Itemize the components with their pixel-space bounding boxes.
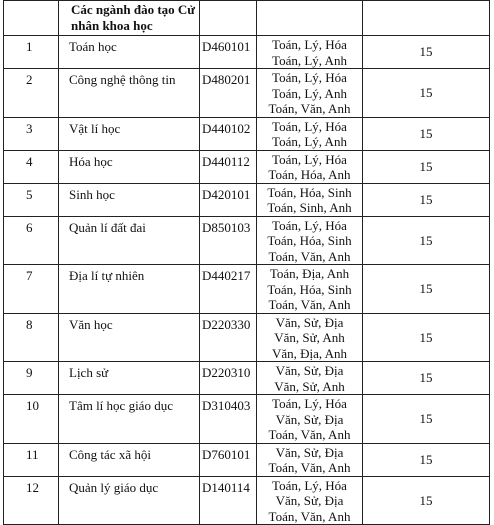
subject-combinations <box>257 443 363 476</box>
table-row <box>4 150 490 183</box>
table-row <box>4 117 490 150</box>
header-stt <box>4 1 59 36</box>
row-number: 10 <box>4 395 59 444</box>
subject-combination: Toán, Lý, Hóa <box>272 118 347 134</box>
major-code: D440102 <box>200 117 257 150</box>
subject-combination: Toán, Địa, Anh <box>269 266 350 281</box>
major-code: D220330 <box>200 313 257 362</box>
table-header-row <box>4 1 490 36</box>
subject-combination: Toán, Văn, Anh <box>268 101 351 116</box>
header-subjects <box>257 1 363 36</box>
subject-combination: Toán, Lý, Hóa <box>272 217 347 233</box>
row-number: 1 <box>4 36 59 69</box>
subject-combination: Văn, Sử, Địa <box>275 411 344 427</box>
subject-combinations <box>257 69 363 118</box>
subject-combination: Toán, Lý, Anh <box>272 52 347 68</box>
major-name: Tâm lí học giáo dục <box>59 395 200 444</box>
quota-value: 15 <box>363 216 490 265</box>
major-name: Vật lí học <box>59 117 200 150</box>
table-row <box>4 216 490 265</box>
subject-combination: Toán, Văn, Anh <box>268 297 351 312</box>
major-code: D220310 <box>200 362 257 395</box>
subject-combination: Toán, Hóa, Sinh <box>267 184 352 200</box>
row-number: 2 <box>4 69 59 118</box>
subject-combination: Toán, Lý, Hóa <box>272 477 347 493</box>
major-code: D460101 <box>200 36 257 69</box>
subject-combination: Toán, Hóa, Sinh <box>267 233 352 248</box>
subject-combination: Toán, Lý, Anh <box>272 85 347 101</box>
major-name: Lịch sử <box>59 362 200 395</box>
subject-combination: Toán, Văn, Anh <box>268 248 351 264</box>
subject-combination: Toán, Lý, Hóa <box>272 151 347 167</box>
row-number: 9 <box>4 362 59 395</box>
table-row <box>4 313 490 362</box>
table-row <box>4 69 490 118</box>
admission-table <box>3 0 490 525</box>
subject-combination: Văn, Địa, Anh <box>271 345 348 361</box>
table-row <box>4 476 490 525</box>
table-row <box>4 362 490 395</box>
subject-combination: Toán, Hóa, Sinh <box>267 281 352 297</box>
row-number: 5 <box>4 183 59 216</box>
table-row <box>4 265 490 314</box>
subject-combinations <box>257 395 363 444</box>
subject-combination: Văn, Sử, Địa <box>275 493 344 508</box>
major-name: Toán học <box>59 36 200 69</box>
quota-value: 15 <box>363 183 490 216</box>
subject-combination: Văn, Sử, Địa <box>275 314 344 330</box>
quota-value: 15 <box>363 117 490 150</box>
major-code: D140114 <box>200 476 257 525</box>
subject-combination: Văn, Sử, Anh <box>274 330 345 345</box>
subject-combination: Toán, Hóa, Anh <box>268 167 351 182</box>
subject-combination: Toán, Văn, Anh <box>268 427 351 442</box>
major-code: D850103 <box>200 216 257 265</box>
quota-value: 15 <box>363 443 490 476</box>
quota-value: 15 <box>363 476 490 525</box>
table-row <box>4 395 490 444</box>
subject-combinations <box>257 362 363 395</box>
major-name: Quản lí đất đai <box>59 216 200 265</box>
row-number: 8 <box>4 313 59 362</box>
subject-combinations <box>257 265 363 314</box>
subject-combination: Toán, Lý, Hóa <box>272 396 347 411</box>
major-name: Sinh học <box>59 183 200 216</box>
subject-combination: Văn, Sử, Anh <box>274 378 345 394</box>
subject-combination: Toán, Văn, Anh <box>268 460 351 475</box>
major-name: Hóa học <box>59 150 200 183</box>
major-code: D480201 <box>200 69 257 118</box>
quota-value: 15 <box>363 150 490 183</box>
quota-value: 15 <box>363 362 490 395</box>
subject-combinations <box>257 36 363 69</box>
major-code: D440217 <box>200 265 257 314</box>
subject-combination: Toán, Lý, Hóa <box>272 70 347 85</box>
quota-value: 15 <box>363 265 490 314</box>
table-row <box>4 443 490 476</box>
header-code <box>200 1 257 36</box>
row-number: 11 <box>4 443 59 476</box>
major-name: Địa lí tự nhiên <box>59 265 200 314</box>
header-quota <box>363 1 490 36</box>
subject-combinations <box>257 183 363 216</box>
major-code: D310403 <box>200 395 257 444</box>
subject-combinations <box>257 476 363 525</box>
subject-combination: Toán, Văn, Anh <box>268 508 351 524</box>
major-code: D760101 <box>200 443 257 476</box>
row-number: 12 <box>4 476 59 525</box>
major-name: Công tác xã hội <box>59 443 200 476</box>
subject-combinations <box>257 150 363 183</box>
quota-value: 15 <box>363 395 490 444</box>
major-code: D420101 <box>200 183 257 216</box>
subject-combinations <box>257 313 363 362</box>
quota-value: 15 <box>363 313 490 362</box>
subject-combinations <box>257 216 363 265</box>
subject-combination: Văn, Sử, Địa <box>275 363 344 378</box>
row-number: 6 <box>4 216 59 265</box>
header-major: Các ngành đào tạo Cử nhân khoa học <box>59 1 200 36</box>
subject-combination: Toán, Lý, Anh <box>272 134 347 149</box>
quota-value: 15 <box>363 69 490 118</box>
subject-combination: Văn, Sử, Địa <box>275 444 344 460</box>
major-name: Văn học <box>59 313 200 362</box>
row-number: 3 <box>4 117 59 150</box>
quota-value: 15 <box>363 36 490 69</box>
table-row <box>4 36 490 69</box>
subject-combination: Toán, Sinh, Anh <box>267 200 352 215</box>
row-number: 4 <box>4 150 59 183</box>
major-code: D440112 <box>200 150 257 183</box>
subject-combination: Toán, Lý, Hóa <box>272 37 347 52</box>
major-name: Quản lý giáo dục <box>59 476 200 525</box>
row-number: 7 <box>4 265 59 314</box>
subject-combinations <box>257 117 363 150</box>
table-row <box>4 183 490 216</box>
major-name: Công nghệ thông tin <box>59 69 200 118</box>
